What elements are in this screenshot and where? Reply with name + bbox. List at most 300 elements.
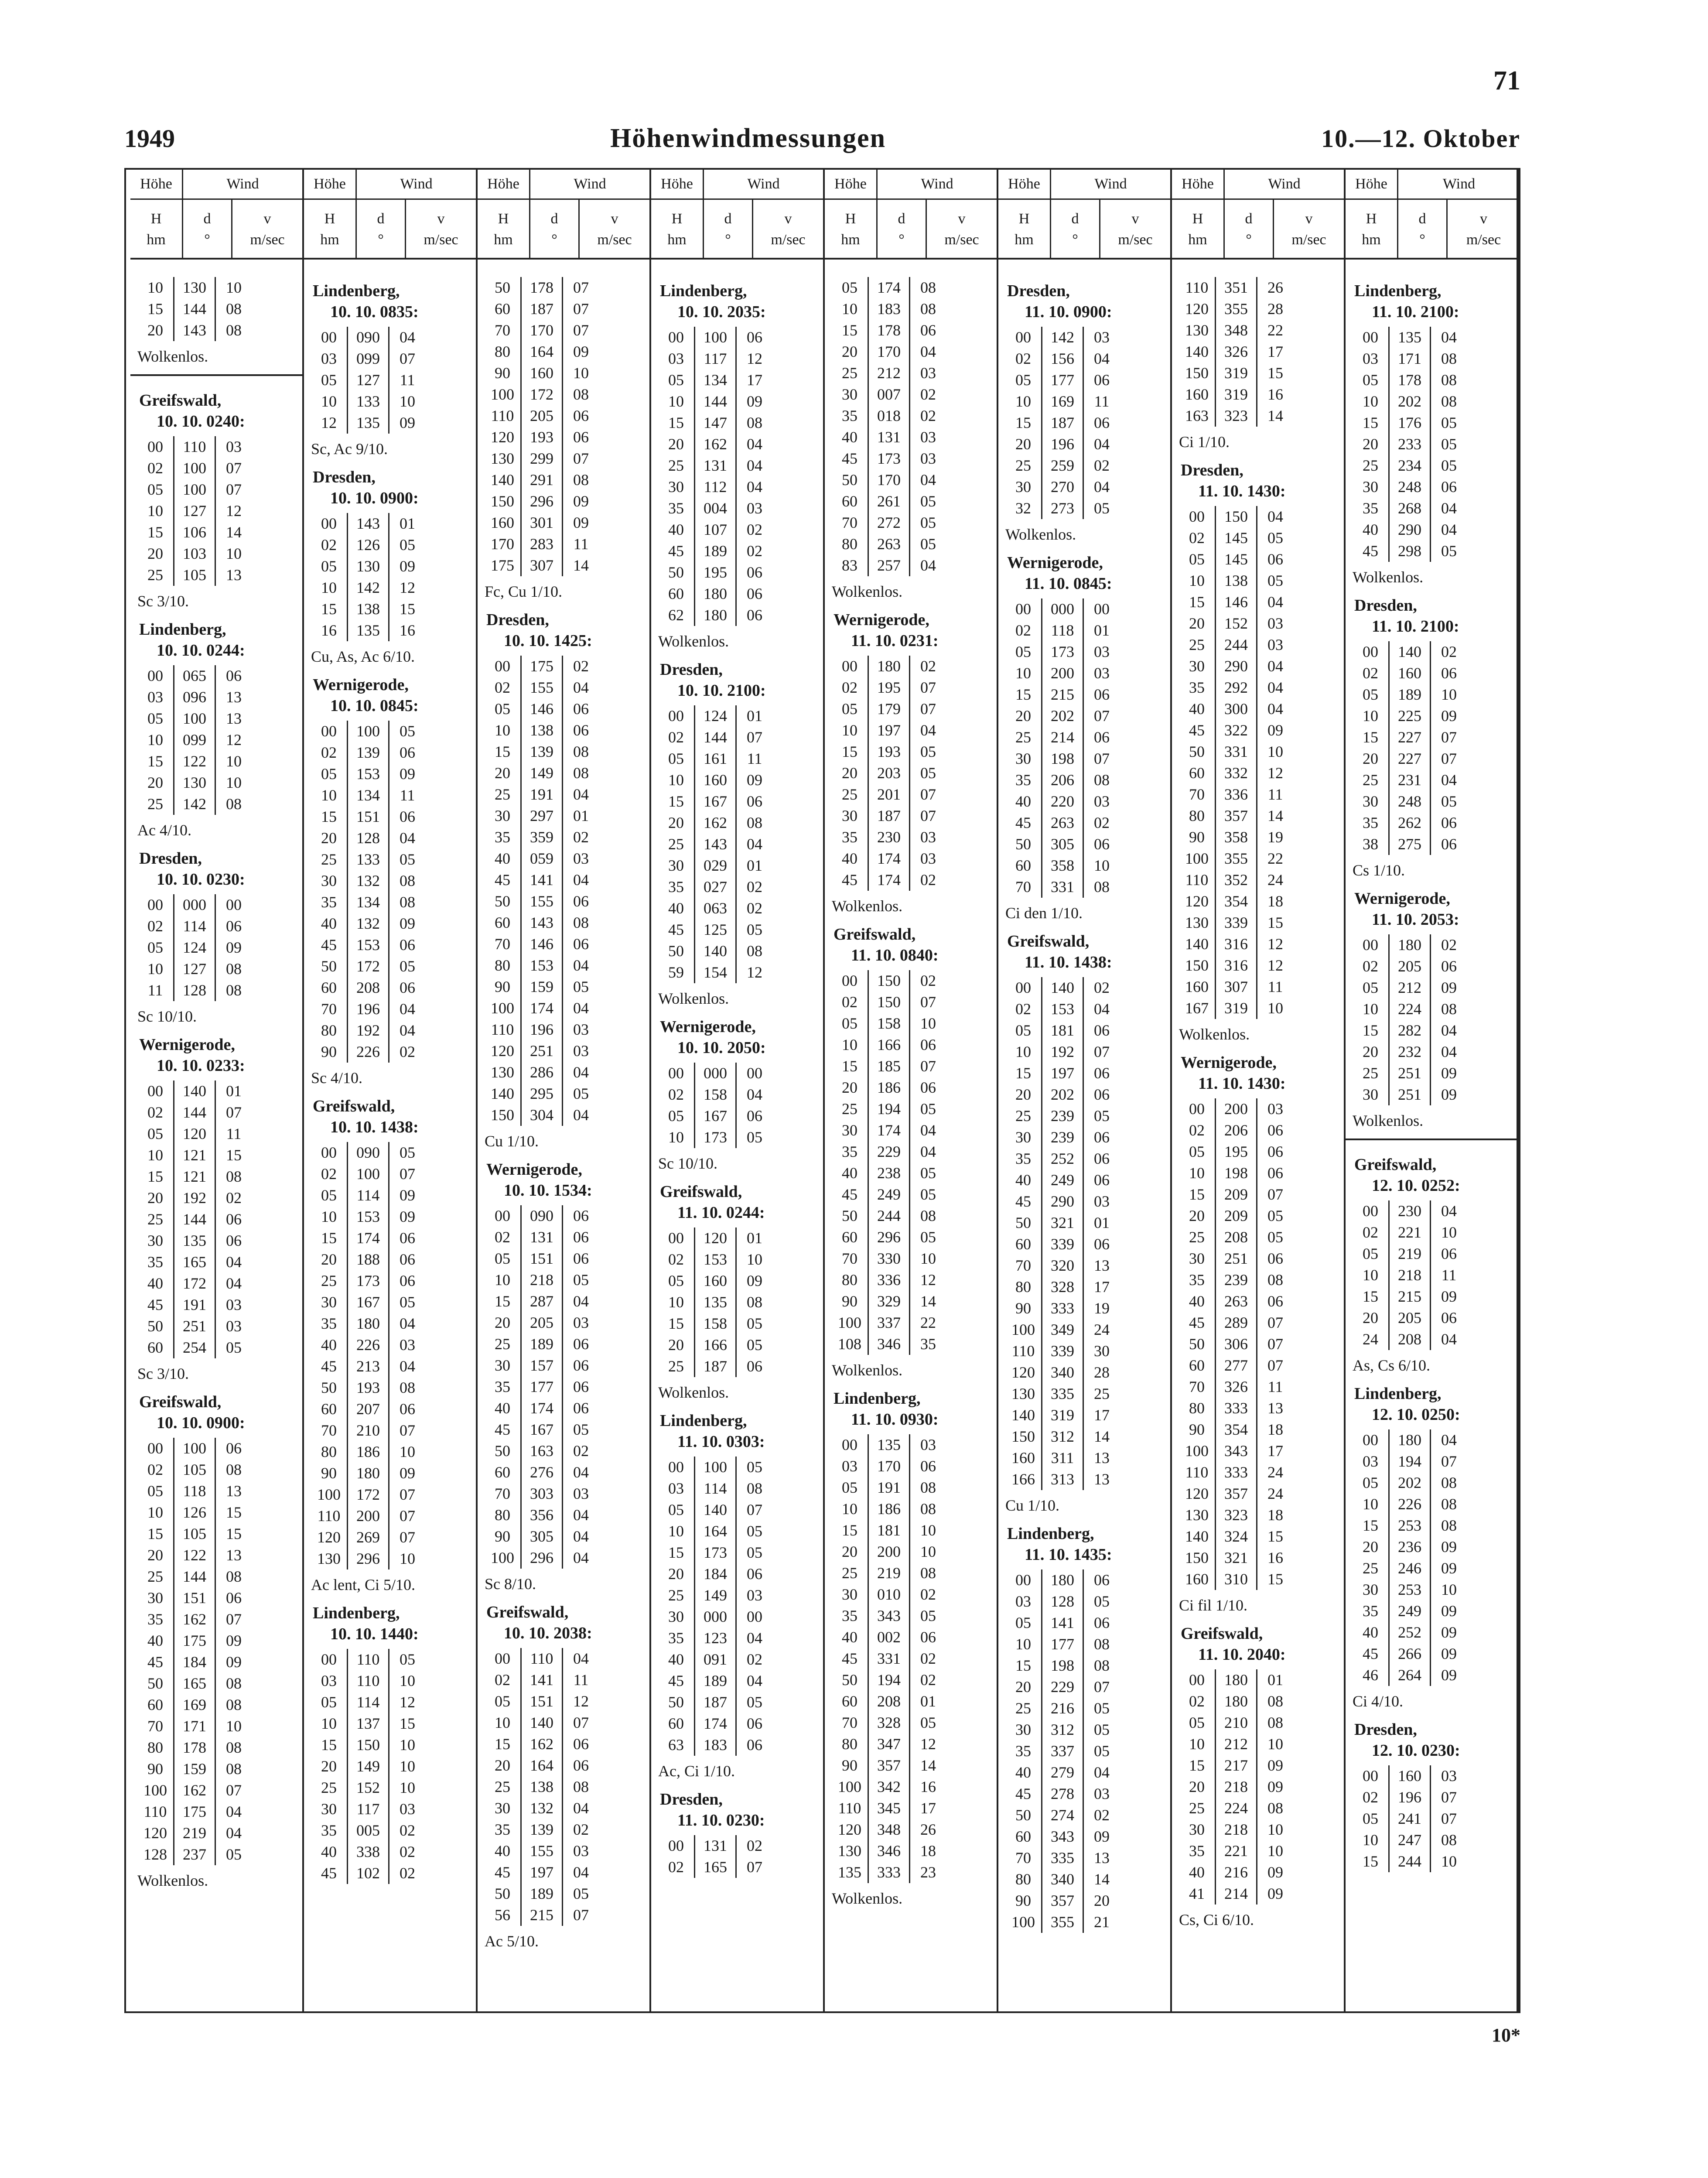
speed-value: 07 <box>1267 1314 1283 1331</box>
speed-value: 05 <box>920 1607 936 1624</box>
height-value: 160 <box>1185 978 1209 995</box>
table-row <box>137 1694 302 1716</box>
height-value: 120 <box>317 1528 341 1546</box>
direction-value: 196 <box>1388 1787 1431 1808</box>
direction-value: 215 <box>1388 1286 1431 1307</box>
height-value: 100 <box>491 386 514 403</box>
table-row <box>1005 498 1170 519</box>
height-value: 40 <box>1189 1863 1205 1881</box>
direction-value: 358 <box>1215 827 1257 848</box>
height-value: 30 <box>1015 1721 1031 1738</box>
speed-value: 07 <box>920 807 936 824</box>
cloud-remark: Wolkenlos. <box>137 348 208 365</box>
speed-value: 09 <box>1441 707 1457 725</box>
table-row <box>658 1692 823 1713</box>
height-value: 00 <box>1363 1431 1378 1449</box>
table-row <box>1179 1269 1344 1291</box>
height-value: 30 <box>321 1293 337 1311</box>
header-degree: ° <box>725 232 731 248</box>
speed-value: 08 <box>400 872 415 889</box>
table-row <box>1005 1298 1170 1319</box>
speed-value: 08 <box>400 1379 415 1396</box>
station-block <box>1005 1523 1170 1933</box>
height-value: 02 <box>495 679 510 696</box>
speed-value: 11 <box>1267 786 1283 803</box>
height-value: 00 <box>842 1436 857 1453</box>
speed-value: 04 <box>1267 679 1283 696</box>
header-hoehe: Höhe <box>651 170 704 198</box>
header-row-2 <box>304 200 476 259</box>
table-row <box>485 1398 649 1419</box>
speed-value: 06 <box>226 1439 242 1457</box>
direction-value: 196 <box>520 1019 563 1040</box>
direction-value: 157 <box>520 1355 563 1376</box>
height-value: 50 <box>842 471 857 489</box>
table-row <box>1179 1248 1344 1269</box>
table-row <box>485 656 649 677</box>
direction-value: 144 <box>173 298 216 320</box>
direction-value: 331 <box>868 1648 910 1669</box>
speed-value: 04 <box>747 1086 762 1103</box>
direction-value: 216 <box>1215 1862 1257 1883</box>
table-row <box>658 1227 823 1249</box>
speed-value: 05 <box>747 1522 762 1540</box>
height-value: 02 <box>842 679 857 696</box>
direction-value: 227 <box>1388 748 1431 769</box>
speed-value: 06 <box>400 1251 415 1268</box>
direction-value: 269 <box>347 1527 389 1548</box>
height-value: 30 <box>1015 478 1031 496</box>
height-value: 02 <box>321 1165 337 1183</box>
speed-value: 16 <box>1267 1549 1283 1566</box>
direction-value: 131 <box>868 427 910 448</box>
direction-value: 324 <box>1215 1526 1257 1547</box>
table-row <box>832 1798 997 1819</box>
header-wind: Wind <box>1094 176 1127 192</box>
direction-value: 326 <box>1215 341 1257 362</box>
direction-value: 105 <box>173 564 216 586</box>
height-value: 163 <box>1185 407 1209 424</box>
table-row <box>1005 1191 1170 1212</box>
height-value: 00 <box>668 1229 684 1247</box>
table-row <box>1005 1084 1170 1105</box>
height-value: 70 <box>1015 878 1031 896</box>
direction-value: 186 <box>868 1498 910 1520</box>
table-row <box>1179 1205 1344 1227</box>
height-value: 20 <box>842 1079 857 1096</box>
height-value: 25 <box>1015 457 1031 474</box>
table-row <box>1353 1558 1520 1579</box>
direction-value: 336 <box>868 1269 910 1291</box>
direction-value: 261 <box>868 491 910 512</box>
speed-value: 04 <box>400 1315 415 1332</box>
height-value: 25 <box>1189 636 1205 653</box>
direction-value: 179 <box>868 698 910 720</box>
speed-value: 04 <box>1267 657 1283 675</box>
height-value: 15 <box>1363 1022 1378 1039</box>
direction-value: 140 <box>694 940 737 962</box>
height-value: 45 <box>321 1864 337 1882</box>
station-name: Dresden, <box>486 611 549 629</box>
speed-value: 06 <box>573 1399 589 1417</box>
direction-value: 141 <box>520 1669 563 1691</box>
speed-value: 08 <box>573 1778 589 1795</box>
table-row <box>832 491 997 512</box>
direction-value: 185 <box>868 1056 910 1077</box>
height-value: 00 <box>321 722 337 740</box>
height-value: 05 <box>1015 371 1031 389</box>
height-value: 63 <box>668 1736 684 1754</box>
height-value: 80 <box>495 957 510 974</box>
height-value: 120 <box>838 1821 861 1838</box>
header-d: d <box>550 211 558 227</box>
height-value: 45 <box>1363 1645 1378 1662</box>
speed-value: 06 <box>400 936 415 954</box>
height-value: 45 <box>495 871 510 889</box>
station-date-time: 11. 10. 0231: <box>851 632 939 650</box>
height-value: 20 <box>1015 1086 1031 1103</box>
table-row <box>1353 348 1520 369</box>
height-value: 05 <box>668 1501 684 1518</box>
table-row <box>1353 705 1520 727</box>
speed-value: 04 <box>1441 1022 1457 1039</box>
speed-value: 04 <box>400 829 415 847</box>
column-header <box>1172 170 1344 260</box>
speed-value: 07 <box>747 1858 762 1876</box>
speed-value: 02 <box>1094 457 1110 474</box>
direction-value: 212 <box>1388 977 1431 998</box>
height-value: 35 <box>842 1143 857 1160</box>
direction-value: 173 <box>694 1127 737 1148</box>
header-row-1 <box>998 170 1170 200</box>
table-row <box>1179 805 1344 827</box>
table-row <box>311 1356 476 1377</box>
height-value: 60 <box>495 1463 510 1481</box>
station-name: Greifswald, <box>139 1393 222 1411</box>
speed-value: 09 <box>226 1653 242 1671</box>
height-value: 15 <box>1015 686 1031 703</box>
station-name: Lindenberg, <box>660 1412 747 1430</box>
table-row <box>658 791 823 812</box>
height-value: 45 <box>1015 814 1031 831</box>
height-value: 60 <box>321 979 337 996</box>
height-value: 25 <box>147 1568 163 1585</box>
direction-value: 156 <box>1041 348 1084 369</box>
station-block <box>658 1181 823 1403</box>
table-row <box>137 1273 302 1294</box>
table-row <box>137 1294 302 1316</box>
speed-value: 03 <box>1094 793 1110 810</box>
table-row <box>311 348 476 369</box>
header-row-1 <box>304 170 476 200</box>
direction-value: 263 <box>1215 1291 1257 1312</box>
station-date-time: 10. 10. 0244: <box>157 641 245 660</box>
speed-value: 06 <box>573 1228 589 1246</box>
speed-value: 07 <box>920 679 936 696</box>
speed-value: 04 <box>226 1824 242 1842</box>
speed-value: 03 <box>920 428 936 446</box>
table-row <box>485 1648 649 1669</box>
height-value: 20 <box>842 764 857 782</box>
direction-value: 339 <box>1041 1340 1084 1362</box>
direction-value: 149 <box>347 1756 389 1777</box>
cloud-remark: Wolkenlos. <box>832 1361 903 1379</box>
height-value: 83 <box>842 557 857 574</box>
height-value: 62 <box>668 606 684 624</box>
direction-value: 127 <box>347 369 389 391</box>
height-value: 00 <box>1015 600 1031 618</box>
table-row <box>832 656 997 677</box>
speed-value: 12 <box>920 1271 936 1289</box>
speed-value: 04 <box>920 557 936 574</box>
header-msec: m/sec <box>1118 232 1153 248</box>
direction-value: 100 <box>173 479 216 500</box>
height-value: 00 <box>668 1458 684 1476</box>
direction-value: 189 <box>694 540 737 562</box>
direction-value: 194 <box>868 1098 910 1120</box>
table-row <box>137 1459 302 1480</box>
height-value: 15 <box>1015 414 1031 431</box>
speed-value: 02 <box>920 871 936 889</box>
direction-value: 138 <box>347 598 389 620</box>
height-value: 30 <box>842 807 857 824</box>
table-row <box>1353 1787 1520 1808</box>
table-row <box>137 1337 302 1358</box>
table-row <box>311 1527 476 1548</box>
height-value: 25 <box>147 1210 163 1228</box>
direction-value: 349 <box>1041 1319 1084 1340</box>
table-row <box>485 784 649 805</box>
speed-value: 06 <box>1267 1121 1283 1139</box>
speed-value: 05 <box>920 535 936 553</box>
direction-value: 165 <box>173 1673 216 1694</box>
height-value: 15 <box>842 1057 857 1075</box>
station-name: Greifswald, <box>486 1603 569 1621</box>
speed-value: 07 <box>1441 728 1457 746</box>
speed-value: 07 <box>920 786 936 803</box>
height-value: 40 <box>1363 521 1378 538</box>
height-value: 128 <box>143 1846 167 1863</box>
speed-value: 05 <box>920 1186 936 1203</box>
direction-value: 173 <box>868 448 910 469</box>
header-height-cell <box>1346 200 1398 259</box>
table-row <box>1353 641 1520 663</box>
speed-value: 09 <box>400 1464 415 1482</box>
station-block <box>485 609 649 1152</box>
column-header <box>304 170 476 260</box>
speed-value: 02 <box>400 1864 415 1882</box>
header-d: d <box>898 211 905 227</box>
header-hoehe: Höhe <box>304 170 357 198</box>
table-row <box>137 1438 302 1459</box>
header-v: v <box>1131 211 1139 227</box>
table-row <box>1353 327 1520 348</box>
direction-value: 000 <box>694 1606 737 1628</box>
speed-value: 10 <box>400 393 415 410</box>
height-value: 40 <box>321 1336 337 1354</box>
header-H: H <box>1366 211 1377 227</box>
table-row <box>832 1434 997 1456</box>
speed-value: 06 <box>1094 414 1110 431</box>
direction-value: 142 <box>347 577 389 598</box>
table-row <box>1179 634 1344 656</box>
direction-value: 192 <box>1041 1041 1084 1063</box>
table-row <box>485 1227 649 1248</box>
direction-value: 145 <box>1215 549 1257 570</box>
table-row <box>1179 1227 1344 1248</box>
direction-value: 180 <box>1215 1669 1257 1691</box>
table-row <box>485 1798 649 1819</box>
station-name: Wernigerode, <box>313 676 409 694</box>
height-value: 90 <box>1189 1421 1205 1438</box>
direction-value: 238 <box>868 1163 910 1184</box>
direction-value: 144 <box>173 1566 216 1587</box>
height-value: 80 <box>1015 1870 1031 1888</box>
height-value: 110 <box>317 1507 341 1525</box>
direction-value: 189 <box>1388 684 1431 705</box>
height-value: 35 <box>321 1315 337 1332</box>
height-value: 25 <box>842 364 857 382</box>
direction-value: 218 <box>1215 1776 1257 1798</box>
height-value: 00 <box>321 1144 337 1161</box>
direction-value: 248 <box>1388 791 1431 812</box>
height-value: 120 <box>1185 1485 1209 1502</box>
direction-value: 184 <box>694 1563 737 1585</box>
direction-value: 125 <box>694 919 737 940</box>
table-row <box>311 956 476 977</box>
speed-value: 02 <box>747 878 762 896</box>
speed-value: 05 <box>226 1339 242 1356</box>
height-value: 12 <box>321 414 337 431</box>
direction-value: 283 <box>520 533 563 555</box>
height-value: 30 <box>842 1586 857 1603</box>
height-value: 15 <box>1363 1288 1378 1305</box>
height-value: 45 <box>147 1296 163 1313</box>
header-height-cell <box>651 200 704 259</box>
table-row <box>1179 1755 1344 1776</box>
speed-value: 15 <box>226 1146 242 1164</box>
speed-value: 10 <box>226 774 242 791</box>
speed-value: 09 <box>1441 979 1457 996</box>
height-value: 02 <box>495 1228 510 1246</box>
speed-value: 06 <box>920 321 936 339</box>
table-row <box>832 1520 997 1541</box>
speed-value: 10 <box>920 1522 936 1539</box>
direction-value: 100 <box>347 1163 389 1185</box>
table-row <box>311 1841 476 1863</box>
table-row <box>1353 748 1520 769</box>
table-row <box>137 1187 302 1209</box>
speed-value: 06 <box>1441 1309 1457 1327</box>
footer-signature-mark: 10* <box>1492 2024 1520 2046</box>
height-value: 60 <box>1015 857 1031 874</box>
station-name: Wernigerode, <box>1354 889 1450 908</box>
speed-value: 04 <box>920 1143 936 1160</box>
header-msec: m/sec <box>597 232 632 248</box>
direction-value: 262 <box>1388 812 1431 834</box>
speed-value: 06 <box>747 1357 762 1375</box>
speed-value: 09 <box>1267 721 1283 739</box>
direction-value: 346 <box>868 1840 910 1862</box>
direction-value: 355 <box>1215 298 1257 320</box>
speed-value: 04 <box>1441 771 1457 789</box>
height-value: 20 <box>1363 1043 1378 1060</box>
table-row <box>1005 1698 1170 1719</box>
table-row <box>1005 748 1170 769</box>
direction-value: 152 <box>347 1777 389 1798</box>
direction-value: 134 <box>694 369 737 391</box>
speed-value: 24 <box>1267 871 1283 889</box>
direction-value: 118 <box>1041 620 1084 641</box>
direction-value: 164 <box>694 1521 737 1542</box>
table-row <box>658 1606 823 1628</box>
height-value: 80 <box>1189 807 1205 824</box>
table-row <box>832 1291 997 1312</box>
table-row <box>137 1630 302 1651</box>
speed-value: 25 <box>1094 1385 1110 1402</box>
direction-value: 131 <box>694 1835 737 1857</box>
height-value: 02 <box>1189 1121 1205 1139</box>
direction-value: 352 <box>1215 869 1257 891</box>
height-value: 15 <box>668 793 684 810</box>
speed-value: 15 <box>1267 364 1283 382</box>
table-row <box>658 1835 823 1857</box>
table-row <box>1005 1762 1170 1783</box>
height-value: 80 <box>147 1739 163 1756</box>
table-row <box>658 1499 823 1521</box>
direction-value: 282 <box>1388 1020 1431 1041</box>
direction-value: 233 <box>1388 434 1431 455</box>
direction-value: 333 <box>868 1862 910 1883</box>
direction-value: 124 <box>173 937 216 958</box>
table-row <box>311 763 476 785</box>
table-row <box>311 913 476 934</box>
direction-value: 174 <box>694 1713 737 1734</box>
height-value: 05 <box>321 371 337 389</box>
table-row <box>658 327 823 348</box>
header-speed-cell <box>1274 200 1344 259</box>
speed-value: 04 <box>573 1549 589 1566</box>
height-value: 20 <box>321 1251 337 1268</box>
height-value: 30 <box>668 857 684 874</box>
height-value: 100 <box>838 1778 861 1795</box>
table-row <box>137 1123 302 1145</box>
direction-value: 217 <box>1215 1755 1257 1776</box>
header-msec: m/sec <box>771 232 806 248</box>
speed-value: 06 <box>573 935 589 953</box>
speed-value: 09 <box>1441 1602 1457 1620</box>
direction-value: 169 <box>1041 391 1084 412</box>
direction-value: 298 <box>1388 540 1431 562</box>
speed-value: 11 <box>1267 978 1283 995</box>
table-row <box>311 1863 476 1884</box>
table-row <box>1005 476 1170 498</box>
station-date-time: 11. 10. 0244: <box>677 1204 765 1222</box>
speed-value: 01 <box>1094 1214 1110 1231</box>
table-row <box>1353 1536 1520 1558</box>
table-row <box>1353 998 1520 1020</box>
speed-value: 04 <box>573 1506 589 1524</box>
header-speed-cell <box>232 200 302 259</box>
table-row <box>1005 1255 1170 1276</box>
height-value: 10 <box>1189 1735 1205 1753</box>
height-value: 05 <box>321 1693 337 1711</box>
direction-value: 191 <box>868 1477 910 1498</box>
height-value: 35 <box>1363 814 1378 831</box>
header-H: H <box>1192 211 1203 227</box>
table-row <box>1179 1862 1344 1883</box>
cloud-remark: Cs, Ci 6/10. <box>1179 1911 1254 1928</box>
